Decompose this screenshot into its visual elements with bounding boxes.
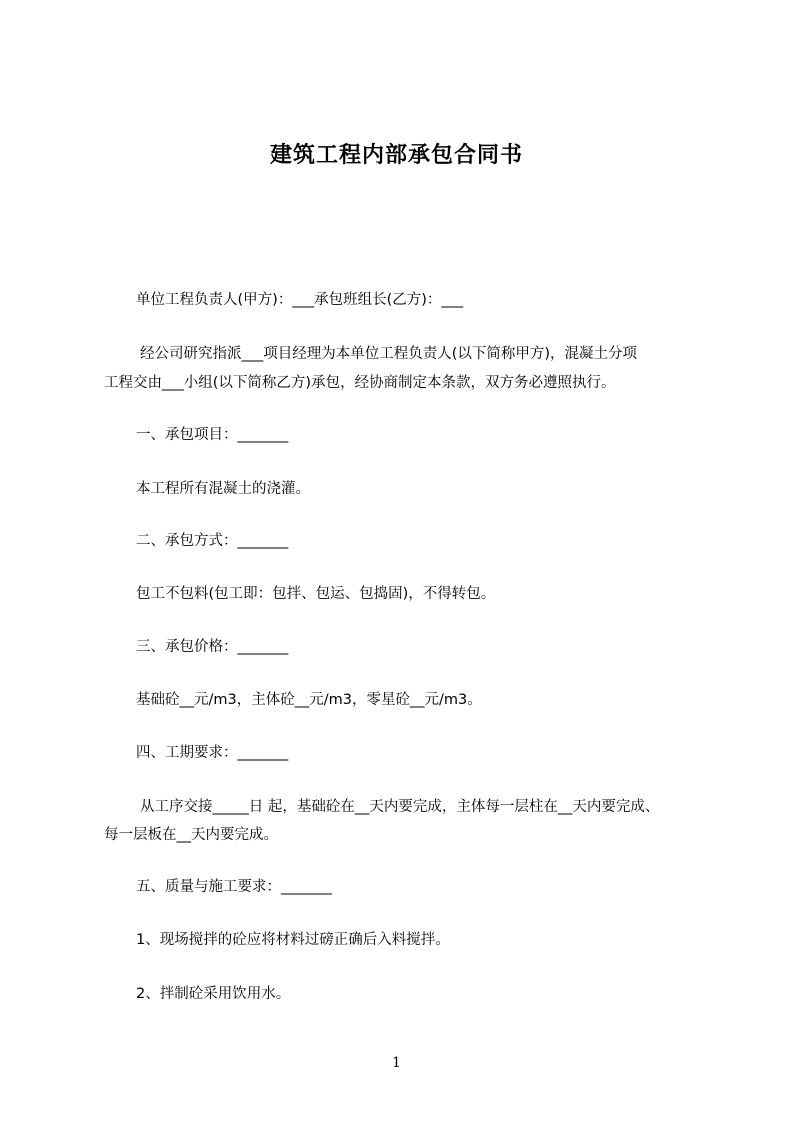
section1-body: 本工程所有混凝土的浇灌。	[136, 481, 310, 497]
section4-body-line-2: 每一层板在__天内要完成。	[104, 827, 278, 843]
section2-heading: 二、承包方式：_______	[136, 533, 289, 549]
section5-heading: 五、质量与施工要求：_______	[136, 879, 332, 895]
section2-body: 包工不包料(包工即：包拌、包运、包捣固)，不得转包。	[136, 586, 496, 602]
parties-line: 单位工程负责人(甲方)：___承包班组长(乙方)：___	[136, 292, 464, 308]
section5-item-2: 2、拌制砼采用饮用水。	[136, 986, 291, 1002]
page-number: 1	[392, 1055, 401, 1071]
section1-heading: 一、承包项目：_______	[136, 427, 289, 443]
section3-body: 基础砼__元/m3，主体砼__元/m3，零星砼__元/m3。	[136, 692, 482, 708]
document-title: 建筑工程内部承包合同书	[269, 143, 523, 168]
section4-body-line-1: 从工序交接_____日 起，基础砼在__天内要完成，主体每一层柱在__天内要完成、	[140, 799, 660, 815]
section5-item-1: 1、现场搅拌的砼应将材料过磅正确后入料搅拌。	[136, 932, 450, 948]
intro-line-1: 经公司研究指派___项目经理为本单位工程负责人(以下简称甲方)，混凝土分项	[140, 346, 638, 362]
section4-heading: 四、工期要求：_______	[136, 745, 289, 761]
section3-heading: 三、承包价格：_______	[136, 639, 289, 655]
intro-line-2: 工程交由___小组(以下简称乙方)承包，经协商制定本条款，双方务必遵照执行。	[104, 375, 616, 391]
